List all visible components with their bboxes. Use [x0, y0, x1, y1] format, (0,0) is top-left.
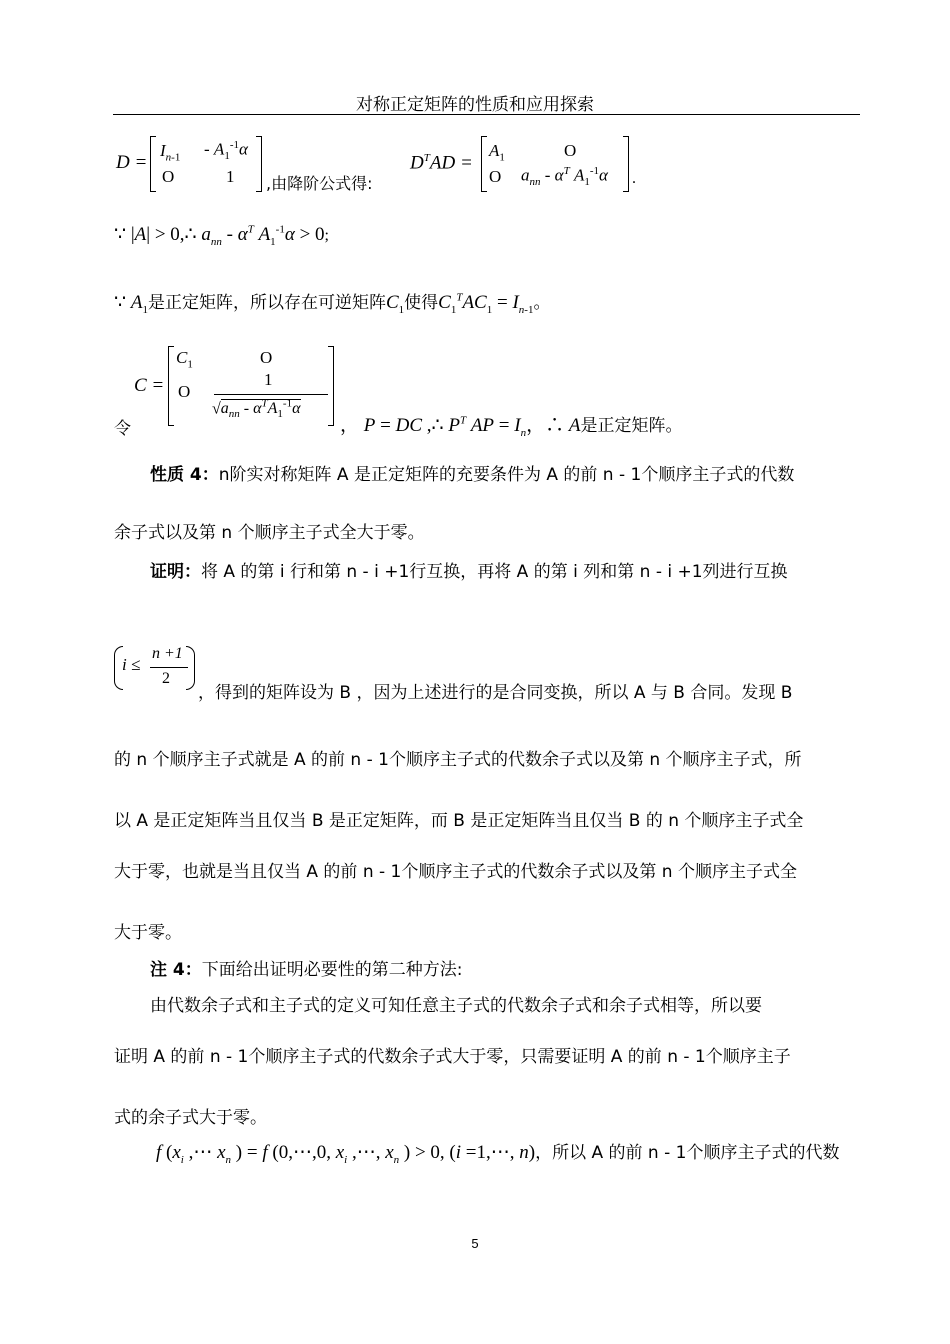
note4-heading: 注 4：下面给出证明必要性的第二种方法:: [150, 960, 463, 980]
line-since-det: ∵ |A| > 0,∴ $a_{nn} - \alpha^T$ $A_1^{-1}\alpha > 0$;: [114, 223, 329, 248]
line-since-pd: ∵ $A_1$是正定矩阵，所以存在可逆矩阵$C_1$使得$C_1^TAC_1 = I_{n-1}$。: [114, 291, 551, 316]
proof-line2-rest: ，得到的矩阵设为 B ，因为上述进行的是合同变换，所以 A 与 B 合同。发现 B: [198, 683, 793, 703]
d-lhs: D =: [116, 152, 148, 173]
proof-line4: 以 A 是正定矩阵当且仅当 B 是正定矩阵，而 B 是正定矩阵当且仅当 B 的 n 个顺序主子式全: [114, 811, 804, 831]
end-punct: .: [632, 170, 636, 187]
note4-para-line1: 由代数余子式和主子式的定义可知任意主子式的代数余子式和余子式相等，所以要: [150, 996, 762, 1016]
note4-formula-line: f ($x_i$ ,⋯ $x_n$ ) = f (0,⋯,0, $x_i$ ,⋯, $x_n$ ) > 0, (i =1,⋯, n)，所以 A 的前 n - 1个顺序主子式的代数: [156, 1142, 840, 1166]
cond-num: n +1: [152, 645, 183, 662]
c-lhs: C =: [134, 375, 165, 396]
ling-label: 令: [114, 419, 131, 439]
dtad-lhs: $D^TAD$ =: [410, 152, 473, 174]
cond-den: 2: [162, 670, 170, 687]
proof-line3: 的 n 个顺序主子式就是 A 的前 n - 1个顺序主子式的代数余子式以及第 n 个顺序主子式，所: [114, 750, 802, 770]
page-header-title: 对称正定矩阵的性质和应用探索: [356, 95, 594, 115]
page-number: 5: [471, 1236, 479, 1251]
header-rule: [113, 114, 860, 115]
matrix-d: $I_{n-1}$ - $A_1^{-1}\alpha$ O 1: [150, 136, 262, 192]
proof-line1: 证明：将 A 的第 i 行和第 n - i +1行互换，再将 A 的第 i 列和第 n - i +1列进行互换: [150, 562, 788, 582]
note4-para-line2: 证明 A 的前 n - 1个顺序主子式的代数余子式大于零，只需要证明 A 的前 n - 1个顺序主子: [114, 1047, 791, 1067]
matrix-dtad: $A_1$ O O $a_{nn} - \alpha^T$ $A_1^{-1}\alpha$: [481, 136, 629, 192]
proof-line5: 大于零，也就是当且仅当 A 的前 n - 1个顺序主子式的代数余子式以及第 n 个顺序主子式全: [114, 862, 797, 882]
p-equation: ， P = DC ,∴ $P^T$ AP = $I_n$，∴ A是正定矩阵。: [340, 414, 683, 439]
matrix-c: $C_1$ O O 1 $√a_{nn} - \alpha^TA_1^{-1}\alpha$: [168, 346, 334, 426]
note4-para-line3: 式的余子式大于零。: [114, 1108, 267, 1128]
cond-i: i ≤: [122, 655, 141, 674]
proof-line6: 大于零。: [114, 923, 182, 943]
property4-line1: 性质 4：n阶实对称矩阵 A 是正定矩阵的充要条件为 A 的前 n - 1个顺序主子式的代数: [150, 465, 795, 485]
connector-text: ,由降阶公式得:: [266, 174, 373, 193]
property4-line2: 余子式以及第 n 个顺序主子式全大于零。: [114, 523, 425, 543]
